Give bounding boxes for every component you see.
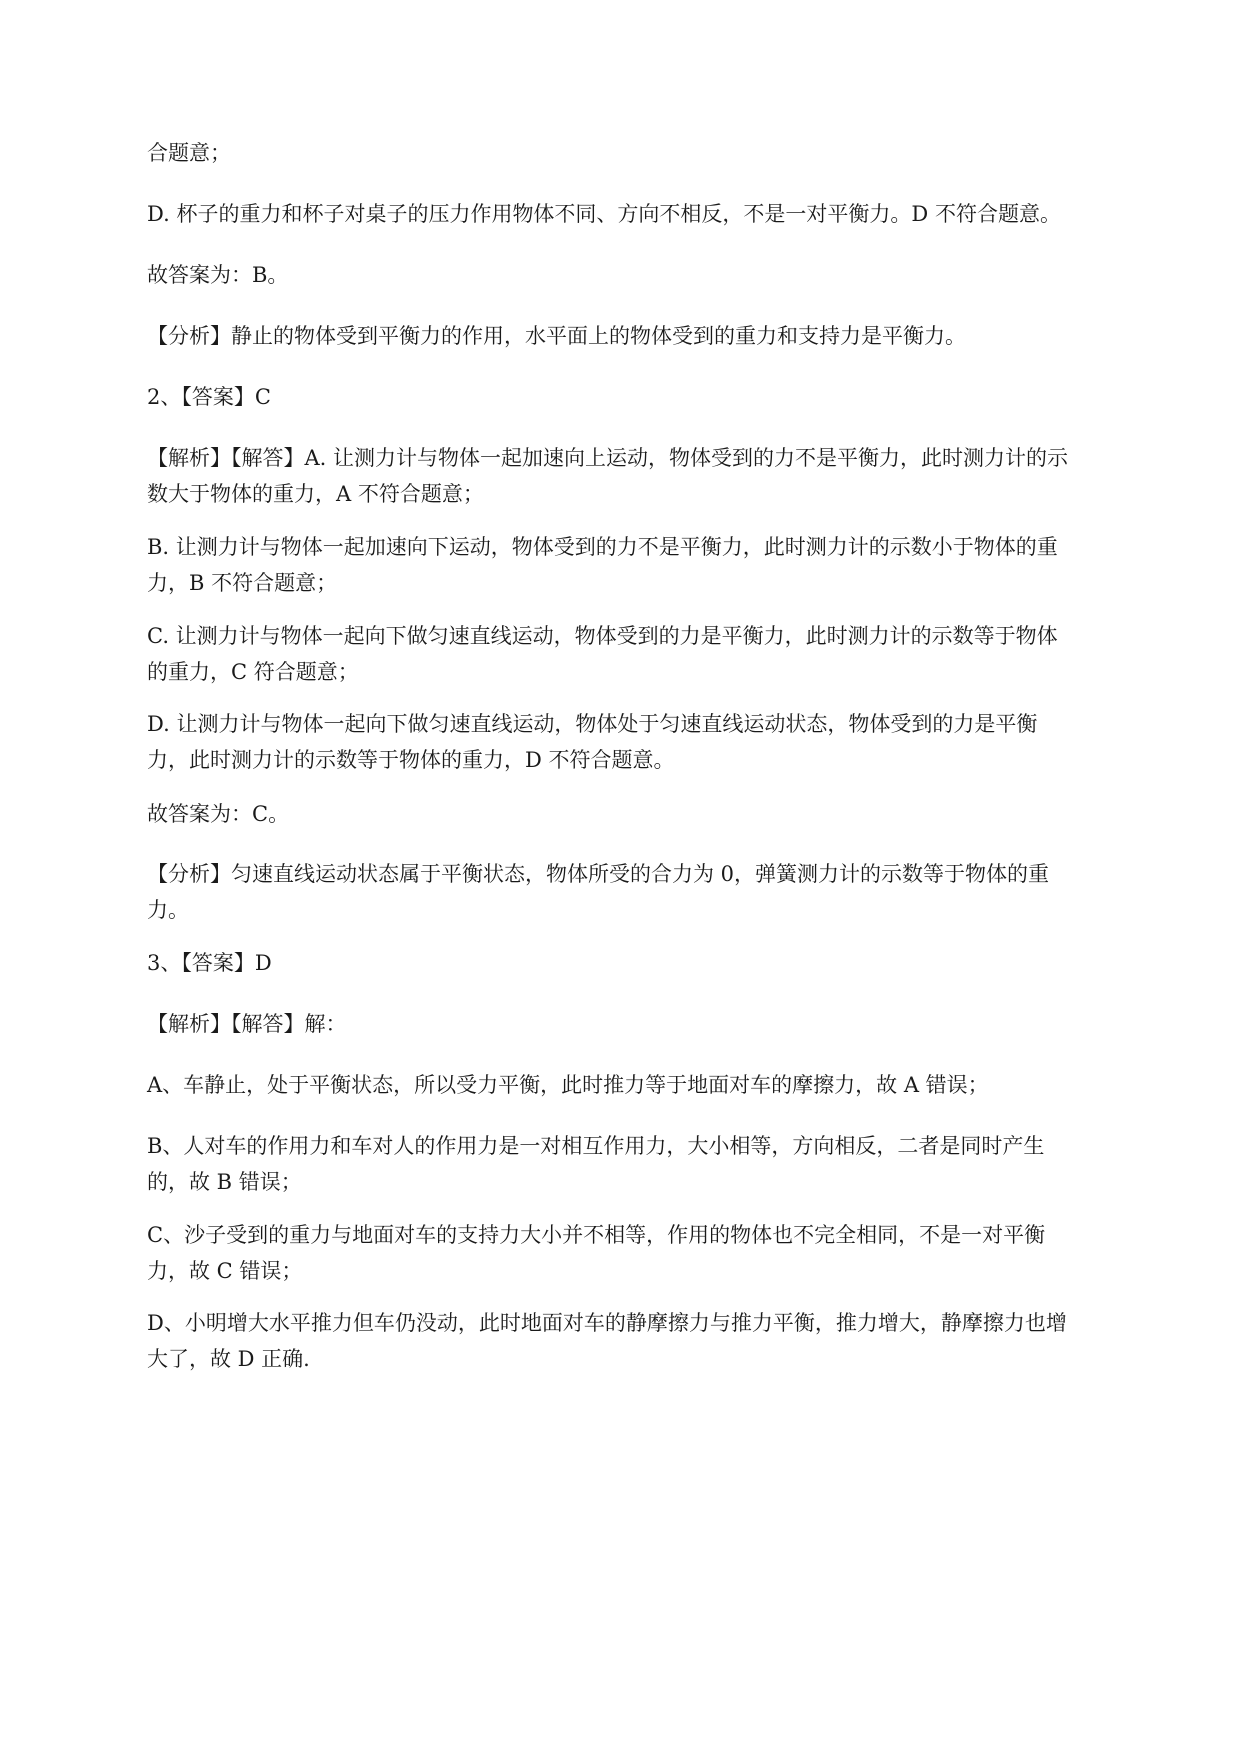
text-line: 3、【答案】D	[147, 951, 272, 975]
paragraph-q2-answer	[147, 796, 1147, 832]
paragraph-q3-option-d	[147, 1305, 1147, 1377]
text-line: B、人对车的作用力和车对人的作用力是一对相互作用力，大小相等，方向相反，二者是同时产生	[147, 1134, 1045, 1158]
paragraph-q2-option-c	[147, 618, 1147, 690]
text-line: 【解析】【解答】解：	[147, 1012, 347, 1036]
paragraph-q2-analysis	[147, 856, 1147, 928]
text-line: 【分析】静止的物体受到平衡力的作用，水平面上的物体受到的重力和支持力是平衡力。	[147, 324, 966, 348]
text-line: 【解析】【解答】A. 让测力计与物体一起加速向上运动，物体受到的力不是平衡力，此时测力计的示	[147, 446, 1069, 470]
text-line: 合题意；	[147, 141, 231, 165]
paragraph-q1-answer	[147, 257, 1147, 293]
text-line: D. 杯子的重力和杯子对桌子的压力作用物体不同、方向不相反，不是一对平衡力。D 不符合题意。	[147, 202, 1061, 226]
paragraph-q2-option-d	[147, 706, 1147, 778]
paragraph-q2-heading	[147, 379, 1147, 415]
text-line: D、小明增大水平推力但车仍没动，此时地面对车的静摩擦力与推力平衡，推力增大，静摩擦力也增	[147, 1311, 1067, 1335]
paragraph-q3-heading	[147, 945, 1147, 981]
paragraph-q3-option-b	[147, 1128, 1147, 1200]
text-line: 【分析】匀速直线运动状态属于平衡状态，物体所受的合力为 0，弹簧测力计的示数等于物体的重	[147, 862, 1050, 886]
text-line: 的，故 B 错误；	[147, 1170, 302, 1194]
text-line: A、车静止，处于平衡状态，所以受力平衡，此时推力等于地面对车的摩擦力，故 A 错误；	[147, 1073, 989, 1097]
paragraph-continuation	[147, 135, 1147, 171]
text-line: 力，此时测力计的示数等于物体的重力，D 不符合题意。	[147, 748, 675, 772]
text-line: 力，B 不符合题意；	[147, 571, 338, 595]
text-line: D. 让测力计与物体一起向下做匀速直线运动，物体处于匀速直线运动状态，物体受到的力是平衡	[147, 712, 1038, 736]
paragraph-q3-option-a	[147, 1067, 1147, 1103]
text-line: 故答案为：C。	[147, 802, 290, 826]
text-line: 力。	[147, 898, 189, 922]
paragraph-q1-analysis	[147, 318, 1147, 354]
text-line: C、沙子受到的重力与地面对车的支持力大小并不相等，作用的物体也不完全相同，不是一对平衡	[147, 1223, 1046, 1247]
text-line: C. 让测力计与物体一起向下做匀速直线运动，物体受到的力是平衡力，此时测力计的示数等于物体	[147, 624, 1058, 648]
text-line: 力，故 C 错误；	[147, 1259, 303, 1283]
text-line: B. 让测力计与物体一起加速向下运动，物体受到的力不是平衡力，此时测力计的示数小于物体的重	[147, 535, 1058, 559]
paragraph-q3-solution-intro	[147, 1006, 1147, 1042]
text-line: 大了，故 D 正确.	[147, 1347, 310, 1371]
text-line: 的重力，C 符合题意；	[147, 660, 359, 684]
text-line: 2、【答案】C	[147, 385, 271, 409]
paragraph-q2-option-a	[147, 440, 1147, 512]
paragraph-q3-option-c	[147, 1217, 1147, 1289]
paragraph-q1-option-d	[147, 196, 1147, 232]
text-line: 故答案为：B。	[147, 263, 289, 287]
text-line: 数大于物体的重力，A 不符合题意；	[147, 482, 484, 506]
paragraph-q2-option-b	[147, 529, 1147, 601]
